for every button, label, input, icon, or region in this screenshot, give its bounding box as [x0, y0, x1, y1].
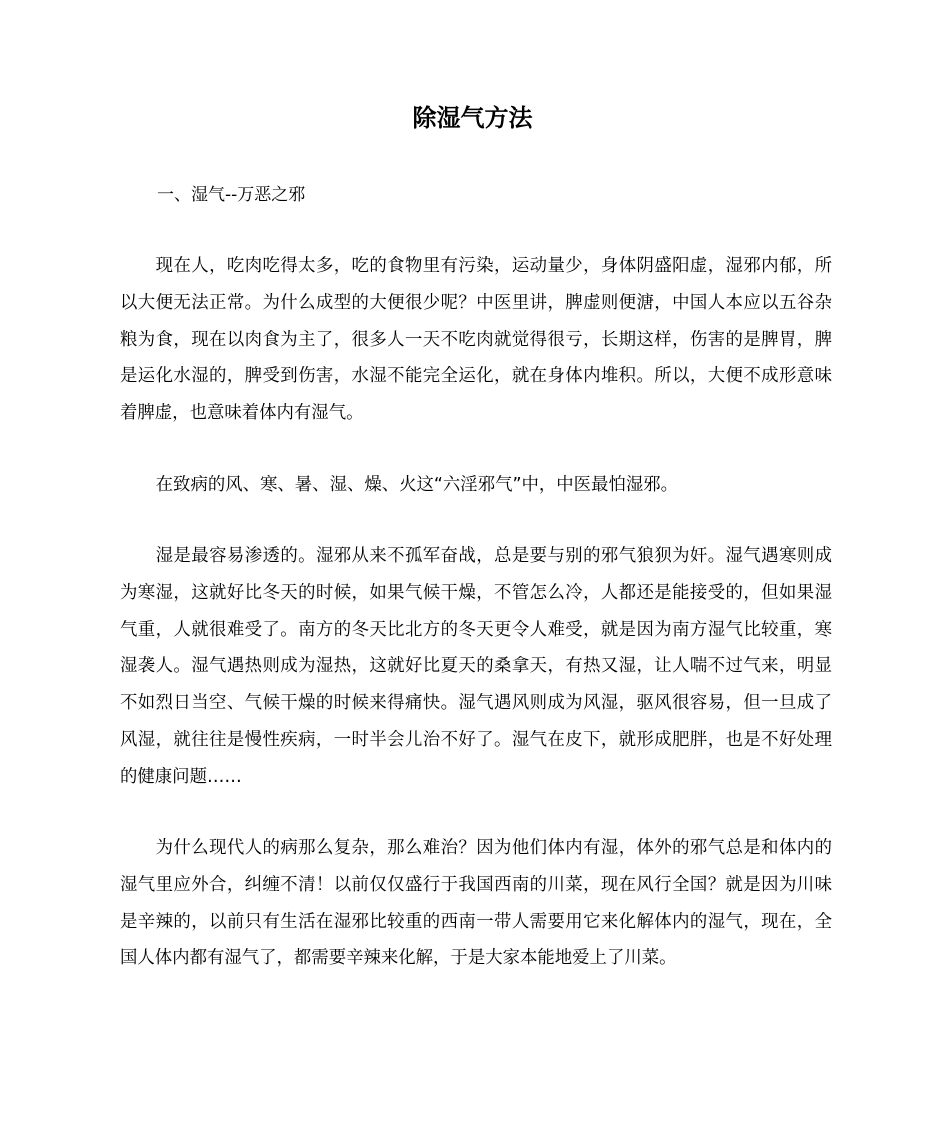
paragraph-4: 为什么现代人的病那么复杂，那么难治？因为他们体内有湿，体外的邪气总是和体内的湿气里应外合，纠缠不清！以前仅仅盛行于我国西南的川菜，现在风行全国？就是因为川味是辛辣的，以前只有生活在湿邪比较重的西南一带人需要用它来化解体内的湿气，现在，全国人体内都有湿气了，都需要辛辣来化解，于是大家本能地爱上了川菜。	[120, 838, 832, 969]
section-heading: 一、湿气--万恶之邪	[157, 185, 306, 205]
paragraph-1: 现在人，吃肉吃得太多，吃的食物里有污染，运动量少，身体阴盛阳虚，湿邪内郁，所以大便无法正常。为什么成型的大便很少呢？中医里讲，脾虚则便溏，中国人本应以五谷杂粮为食，现在以肉食为主了，很多人一天不吃肉就觉得很亏，长期这样，伤害的是脾胃，脾是运化水湿的，脾受到伤害，水湿不能完全运化，就在身体内堆积。所以，大便不成形意味着脾虚，也意味着体内有湿气。	[120, 256, 832, 424]
paragraph-2: 在致病的风、寒、暑、湿、燥、火这“六淫邪气”中，中医最怕湿邪。	[155, 475, 679, 495]
document-title: 除湿气方法	[412, 104, 533, 132]
paragraph-3: 湿是最容易渗透的。湿邪从来不孤军奋战，总是要与别的邪气狼狈为奸。湿气遇寒则成为寒湿，这就好比冬天的时候，如果气候干燥，不管怎么冷，人都还是能接受的，但如果湿气重，人就很难受了。南方的冬天比北方的冬天更令人难受，就是因为南方湿气比较重，寒湿袭人。湿气遇热则成为湿热，这就好比夏天的桑拿天，有热又湿，让人喘不过气来，明显不如烈日当空、气候干燥的时候来得痛快。湿气遇风则成为风湿，驱风很容易，但一旦成了风湿，就往往是慢性疾病，一时半会儿治不好了。湿气在皮下，就形成肥胖，也是不好处理的健康问题……	[120, 546, 832, 787]
